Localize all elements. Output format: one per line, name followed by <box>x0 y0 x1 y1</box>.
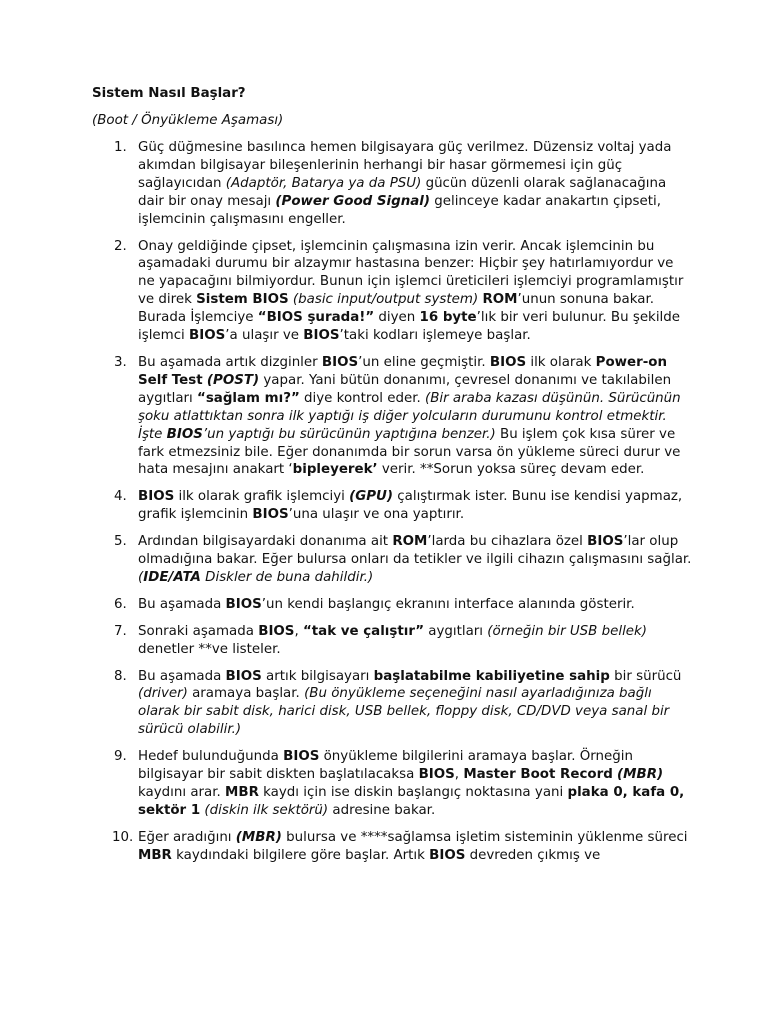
text-segment: ROM <box>392 534 428 550</box>
text-segment: MBR <box>225 785 259 800</box>
text-segment: ’lık bir veri bulunur. Bu şekilde işlemci <box>138 310 680 344</box>
text-segment: ’lar olup olmadığına bakar. Eğer bulursa onları da tetikler ve ilgili cihazın çalışmasını sağlar. <box>138 534 692 568</box>
text-segment: ’unun sonuna bakar. Burada İşlemciye <box>138 292 654 326</box>
text-segment: Diskler de buna dahildir.) <box>200 569 374 585</box>
text-segment: (Bu önyükleme seçeneğini nasıl ayarladığınıza bağlı olarak bir sabit disk, harici disk, USB bellek, floppy disk, CD/DVD veya sanal bir sürücü olabilir.) <box>138 686 670 738</box>
list-item <box>92 748 692 820</box>
text-segment: başlatabilme kabiliyetine sahip <box>373 668 610 684</box>
text-segment: BIOS <box>321 354 359 370</box>
text-segment: Power-on Self Test <box>138 354 668 388</box>
text-segment: “BIOS şurada!” <box>257 310 375 326</box>
text-segment: , <box>454 767 464 783</box>
list-item <box>92 668 692 740</box>
text-segment: aygıtları <box>424 623 488 639</box>
list-item-number: 9. <box>114 749 127 765</box>
text-segment: (Bir araba kazası düşünün. Sürücünün şoku atlattıktan sonra ilk yaptığı iş diğer yolcuların durumunu kontrol etmektir. İşte <box>138 390 681 442</box>
text-segment: , <box>294 623 303 639</box>
text-segment: BIOS <box>283 749 320 765</box>
text-segment: Bu aşamada <box>138 668 226 684</box>
text-segment: BIOS <box>225 668 262 684</box>
text-segment: önyükleme bilgilerini aramaya başlar. Örneğin bilgisayar bir sabit diskten başlatılacaksa <box>138 749 633 783</box>
text-segment: “tak ve çalıştır” <box>302 623 425 639</box>
text-segment: ROM <box>482 292 518 308</box>
list-item-text <box>138 140 671 227</box>
list-item-number: 5. <box>114 534 127 550</box>
list-item-number: 3. <box>114 354 127 370</box>
text-segment: BIOS <box>138 489 175 505</box>
text-segment: MBR <box>138 847 172 863</box>
text-segment: bir sürücü <box>609 668 682 684</box>
list-item <box>92 139 692 229</box>
text-segment: diyen <box>374 310 420 326</box>
text-segment: devreden çıkmış ve <box>465 847 601 863</box>
text-segment: BIOS <box>587 534 624 550</box>
text-segment: plaka 0, kafa 0, sektör 1 <box>138 785 685 818</box>
text-segment: BIOS <box>225 596 262 612</box>
text-segment: gelinceye kadar anakartın çipseti, işlemcinin çalışmasını engeller. <box>138 193 662 227</box>
list-item <box>92 488 692 524</box>
list-item-text <box>138 489 682 522</box>
text-segment: bulursa ve ****sağlamsa işletim sisteminin yüklenme süreci <box>281 829 688 845</box>
text-segment: (Adaptör, Batarya ya da PSU) <box>225 175 422 191</box>
text-segment: gücün düzenli olarak sağlanacağına dair bir onay mesajı <box>138 175 667 209</box>
list-item <box>92 623 692 659</box>
text-segment: BIOS <box>189 328 226 344</box>
text-segment: Bu aşamada <box>138 596 226 612</box>
list-item-text <box>138 355 681 477</box>
text-segment: artık bilgisayarı <box>261 668 374 684</box>
list-item-text <box>138 749 684 818</box>
text-segment: BIOS <box>418 767 455 783</box>
text-segment: Bu işlem çok kısa sürer ve fark etmezsiniz bile. Eğer donanımda bir sorun varsa ön yükleme süreci durur ve hata mesajını anakart ‘ <box>138 426 681 478</box>
text-segment: Eğer aradığını <box>138 829 236 845</box>
text-segment: (driver) <box>138 686 188 702</box>
list-item-text <box>138 669 681 738</box>
text-segment: (MBR) <box>617 767 664 783</box>
list-item <box>92 533 692 587</box>
text-segment: bipleyerek’ <box>292 462 378 478</box>
text-segment: denetler **ve listeler. <box>138 641 281 657</box>
text-segment: kaydındaki bilgilere göre başlar. Artık <box>171 847 430 863</box>
text-segment: Hedef bulunduğunda <box>138 749 284 765</box>
text-segment: ’larda bu cihazlara özel <box>427 534 588 550</box>
text-segment: (MBR) <box>235 829 282 845</box>
text-segment: BIOS <box>166 426 203 442</box>
text-segment: (diskin ilk sektörü) <box>204 802 329 818</box>
text-segment: IDE/ATA <box>143 569 201 585</box>
list-item-number: 2. <box>114 238 127 254</box>
list-item <box>92 829 692 865</box>
list-item-text <box>138 239 683 344</box>
text-segment: BIOS <box>252 507 289 523</box>
text-segment: ’a ulaşır ve <box>225 328 304 344</box>
text-segment: diye kontrol eder. <box>299 390 426 406</box>
text-segment: BIOS <box>258 623 295 639</box>
text-segment: ’un eline geçmiştir. <box>358 354 490 370</box>
text-segment: yapar. Yani bütün donanımı, çevresel donanımı ve takılabilen aygıtları <box>138 372 672 406</box>
list-item-number: 8. <box>114 668 127 684</box>
text-segment: ’un yaptığı bu sürücünün yaptığına benzer.) <box>202 426 496 442</box>
list-item-number: 6. <box>114 596 127 612</box>
text-segment: 16 byte <box>419 310 477 326</box>
text-segment: ( <box>138 569 144 585</box>
text-segment: (GPU) <box>349 489 394 505</box>
text-segment: Ardından bilgisayardaki donanıma ait <box>138 534 393 550</box>
list-item-text <box>138 597 635 612</box>
text-segment: (POST) <box>206 372 260 388</box>
text-segment: kaydını arar. <box>138 785 226 800</box>
list-item <box>92 596 692 614</box>
text-segment: “sağlam mı?” <box>197 390 300 406</box>
text-segment: ’taki kodları işlemeye başlar. <box>339 328 531 344</box>
document-subtitle: (Boot / Önyükleme Aşaması) <box>92 113 284 128</box>
text-segment: kaydı için ise diskin başlangıç noktasına yani <box>258 785 568 800</box>
text-segment: Bu aşamada artık dizginler <box>138 354 322 370</box>
document-title: Sistem Nasıl Başlar? <box>92 86 246 101</box>
list-item-text <box>138 534 691 585</box>
text-segment: çalıştırmak ister. Bunu ise kendisi yapmaz, grafik işlemcinin <box>138 489 683 523</box>
text-segment: aramaya başlar. <box>187 686 305 702</box>
list-item-text <box>138 830 688 863</box>
text-segment: Güç düğmesine basılınca hemen bilgisayara güç verilmez. Düzensiz voltaj yada akımdan bilgisayar bileşenlerinin herhangi bir hasar görmemesi için güç sağlayıcıdan <box>138 140 672 191</box>
list-item-number: 1. <box>114 140 127 155</box>
text-segment: ’una ulaşır ve ona yaptırır. <box>288 507 465 523</box>
steps-list <box>92 139 692 874</box>
text-segment: BIOS <box>303 328 340 344</box>
text-segment: BIOS <box>489 354 527 370</box>
text-segment: (Power Good Signal) <box>275 193 430 209</box>
text-segment: adresine bakar. <box>328 802 436 818</box>
text-segment: (basic input/output system) <box>292 292 479 308</box>
list-item <box>92 238 692 345</box>
text-segment: Sonraki aşamada <box>138 623 259 639</box>
text-segment: ilk olarak grafik işlemciyi <box>174 489 350 505</box>
text-segment: ’un kendi başlangıç ekranını interface alanında gösterir. <box>261 596 635 612</box>
text-segment: BIOS <box>429 847 466 863</box>
list-item <box>92 354 692 479</box>
text-segment: Onay geldiğinde çipset, işlemcinin çalışmasına izin verir. Ancak işlemcinin bu aşamadaki durumu bir alzaymır hastasına benzer: Hiçbir şey hatırlamıyordur ve ne yapacağını bilmiyordur. Bunun için işlemci üreticileri işlemciyi programlamıştır ve direk <box>138 238 684 308</box>
text-segment: Sistem BIOS <box>196 292 289 308</box>
list-item-number: 10. <box>112 829 134 845</box>
list-item-number: 7. <box>114 623 127 639</box>
text-segment: verir. **Sorun yoksa süreç devam eder. <box>377 462 645 478</box>
list-item-text <box>138 624 647 657</box>
list-item-number: 4. <box>114 489 127 505</box>
text-segment: Master Boot Record <box>463 767 613 783</box>
text-segment: (örneğin bir USB bellek) <box>487 623 648 639</box>
text-segment: ilk olarak <box>526 354 596 370</box>
